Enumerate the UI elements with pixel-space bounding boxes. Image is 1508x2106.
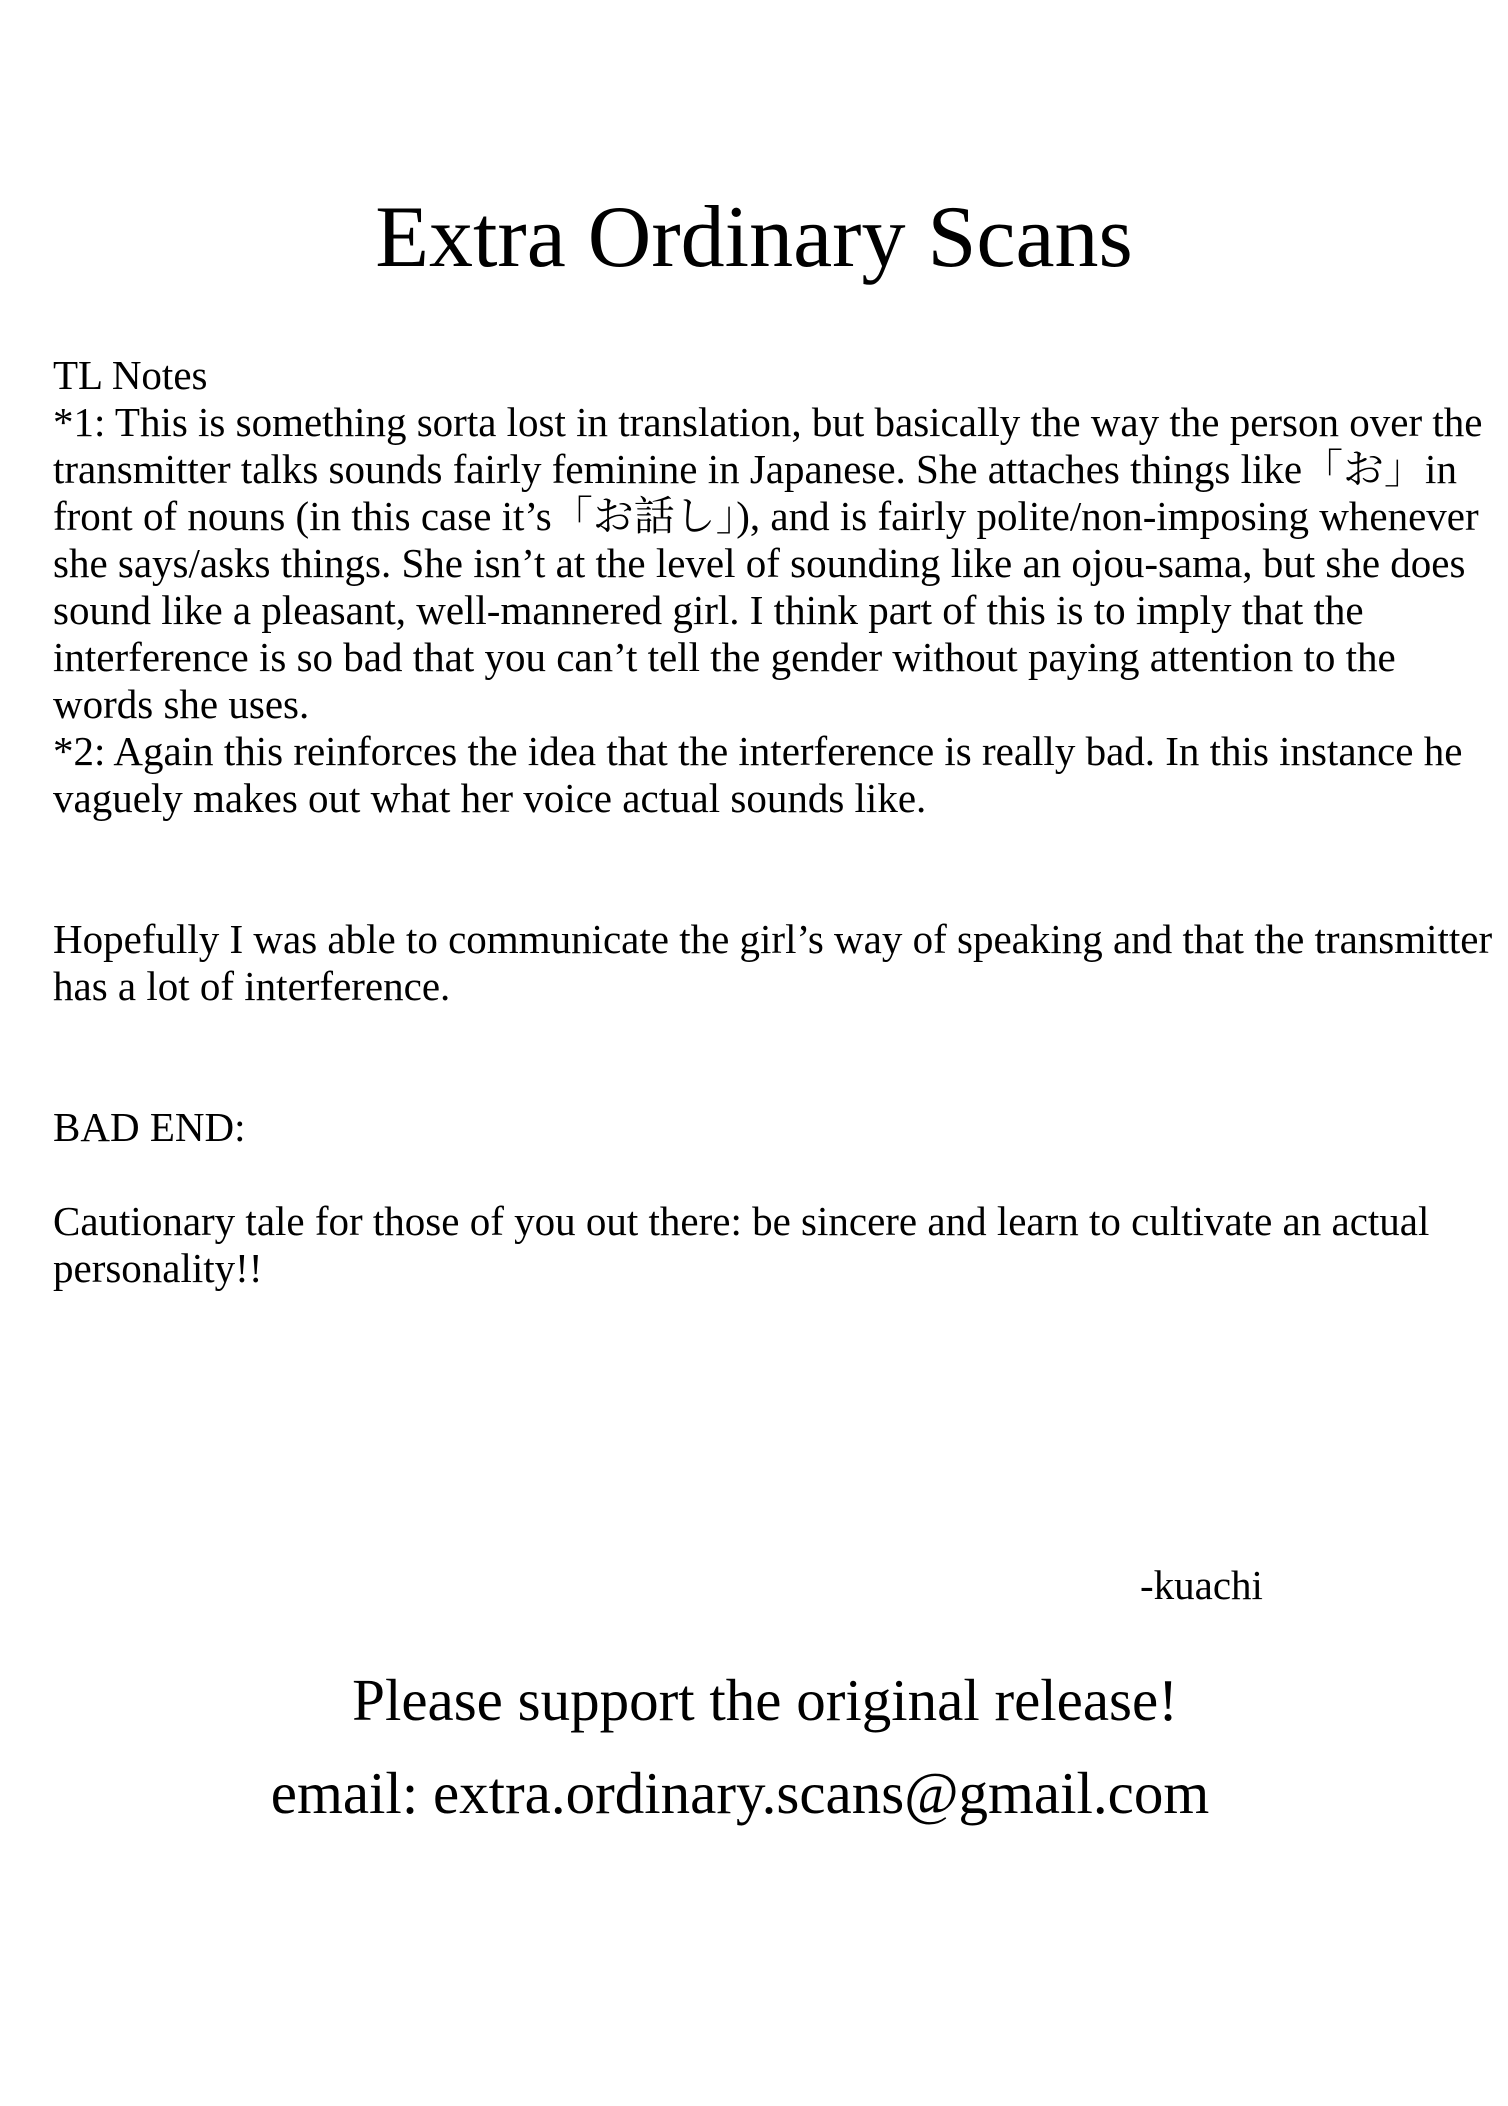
translator-signature: -kuachi	[1140, 1562, 1263, 1608]
spacer	[53, 1151, 1493, 1198]
tl-note-1: *1: This is something sorta lost in translation, but basically the way the person over the transmitter talks sounds fairly feminine in Japanese. She attaches things like「お」in front of nouns (in this case it’s「お話し」), and is fairly polite/non-imposing whenever she says/asks things. She isn’t at the level of sounding like an ojou-sama, but she does sound like a pleasant, well-mannered girl. I think part of this is to imply that the interference is so bad that you can’t tell the gender without paying attention to the words she uses.	[53, 399, 1483, 727]
tl-notes-heading: TL Notes	[53, 352, 208, 398]
tl-note-2: *2: Again this reinforces the idea that the interference is really bad. In this instance he vaguely makes out what her voice actual sounds like.	[53, 728, 1463, 821]
translator-comment: Hopefully I was able to communicate the girl’s way of speaking and that the transmitter has a lot of interference.	[53, 916, 1493, 1009]
spacer	[53, 822, 1493, 916]
spacer	[53, 1010, 1493, 1104]
bad-end-heading: BAD END:	[53, 1104, 246, 1150]
page-title: Extra Ordinary Scans	[375, 189, 1133, 286]
tl-notes	[53, 352, 1493, 1292]
bad-end-text: Cautionary tale for those of you out there: be sincere and learn to cultivate an actual personality!!	[53, 1198, 1430, 1291]
support-message: Please support the original release!	[352, 1667, 1178, 1733]
contact-email: email: extra.ordinary.scans@gmail.com	[270, 1760, 1210, 1826]
